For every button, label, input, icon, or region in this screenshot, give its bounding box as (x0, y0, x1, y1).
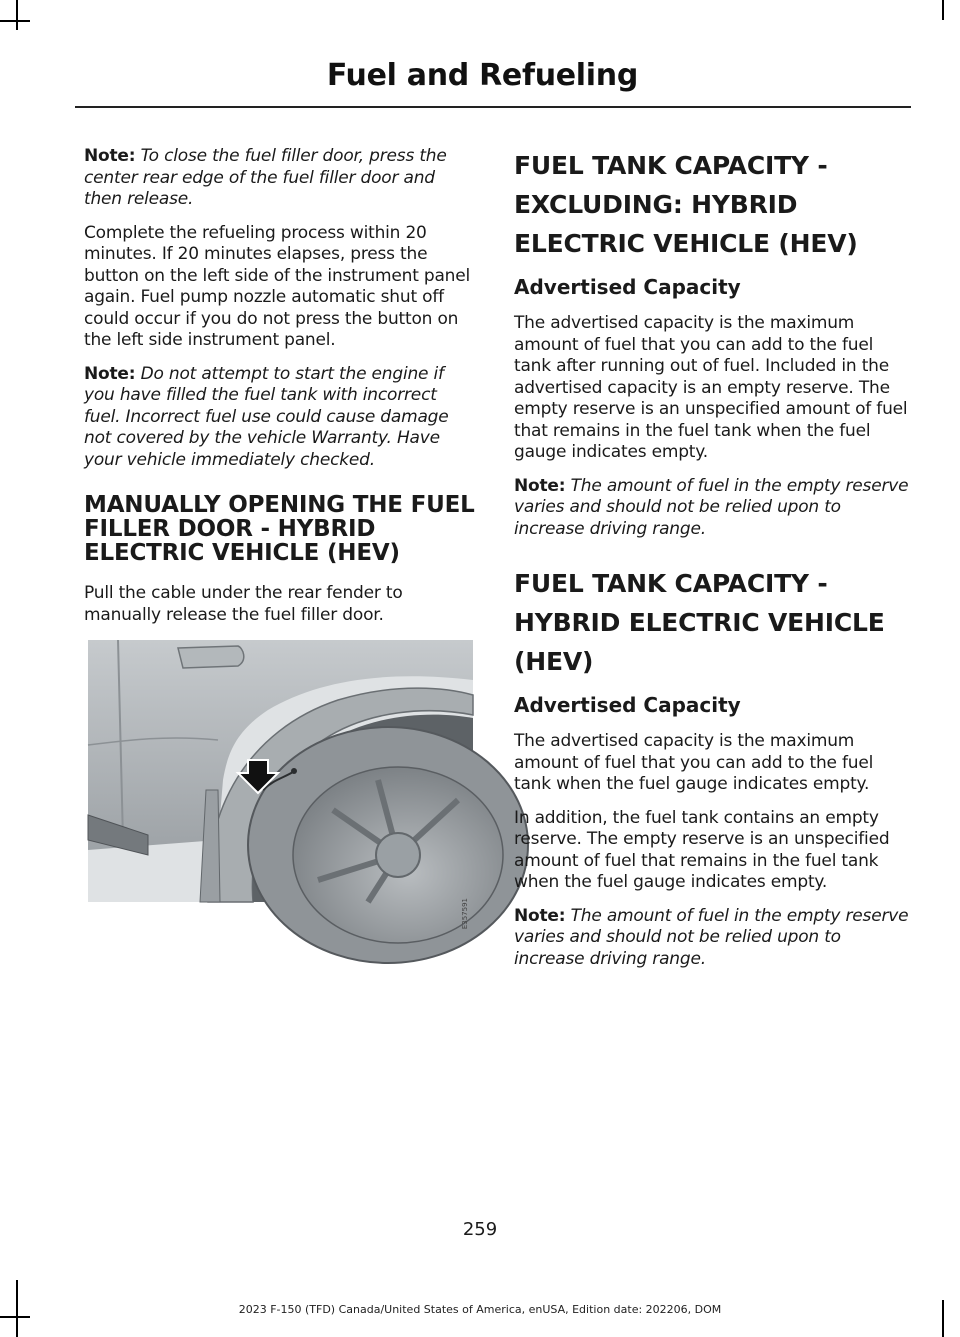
note-text: To close the fuel filler door, press the center rear edge of the fuel filler door and then release. (84, 146, 447, 209)
body-paragraph: In addition, the fuel tank contains an empty reserve. The empty reserve is an unspecified amount of fuel that remains in the fuel tank when the fuel gauge indicates empty. (514, 807, 890, 892)
note-label: Note: (84, 146, 136, 166)
note-label: Note: (514, 905, 566, 926)
page-title: Fuel and Refueling (326, 58, 638, 93)
note-paragraph (514, 906, 909, 971)
note-text: The amount of fuel in the empty reserve varies and should not be relied upon to increase driving range. (514, 475, 909, 539)
note-text: The amount of fuel in the empty reserve varies and should not be relied upon to increase driving range. (514, 905, 909, 969)
body-paragraph: The advertised capacity is the maximum amount of fuel that you can add to the fuel tank when the fuel gauge indicates empty. (514, 731, 874, 794)
note-paragraph (84, 364, 476, 472)
crop-mark (942, 0, 944, 20)
section-heading: MANUALLY OPENING THE FUEL FILLER DOOR - HYBRID ELECTRIC VEHICLE (HEV) (84, 492, 475, 566)
crop-mark (0, 20, 30, 22)
body-paragraph: Complete the refueling process within 20 minutes. If 20 minutes elapses, press the button on the left side of the instrument panel again. Fuel pump nozzle automatic shut off could occur if you do not press the button on the left side instrument panel. (84, 222, 471, 350)
section-heading: FUEL TANK CAPACITY - EXCLUDING: HYBRID ELECTRIC VEHICLE (HEV) (514, 151, 858, 258)
figure-code: E357591 (461, 898, 469, 930)
note-text: Do not attempt to start the engine if you have filled the fuel tank with incorrect fuel. Incorrect fuel use could cause damage not covered by the vehicle Warranty. Have your vehicle immediately checked. (84, 363, 449, 470)
note-label: Note: (514, 475, 566, 496)
page-number: 259 (462, 1219, 498, 1240)
crop-mark (16, 0, 18, 30)
body-paragraph: Pull the cable under the rear fender to manually release the fuel filler door. (84, 583, 403, 625)
note-paragraph (84, 146, 476, 211)
left-column (84, 146, 476, 638)
footer-edition-info: 2023 F-150 (TFD) Canada/United States of America, enUSA, Edition date: 202206, DOM (238, 1303, 722, 1316)
subheading: Advertised Capacity (514, 693, 741, 717)
body-paragraph: The advertised capacity is the maximum amount of fuel that you can add to the fuel tank after running out of fuel. Included in the advertised capacity is an empty reserve. The empty reserve is an unspecified amount of fuel that remains in the fuel tank when the fuel gauge indicates empty. (514, 313, 908, 462)
note-label: Note: (84, 363, 136, 384)
right-column (514, 146, 909, 982)
truck-rear-fender-image (88, 640, 473, 902)
header-rule (75, 106, 911, 108)
note-paragraph (514, 476, 909, 541)
subheading: Advertised Capacity (514, 275, 741, 299)
crop-mark (0, 1316, 30, 1318)
fuel-door-illustration (88, 640, 473, 930)
section-heading: FUEL TANK CAPACITY - HYBRID ELECTRIC VEHICLE (HEV) (514, 569, 885, 676)
